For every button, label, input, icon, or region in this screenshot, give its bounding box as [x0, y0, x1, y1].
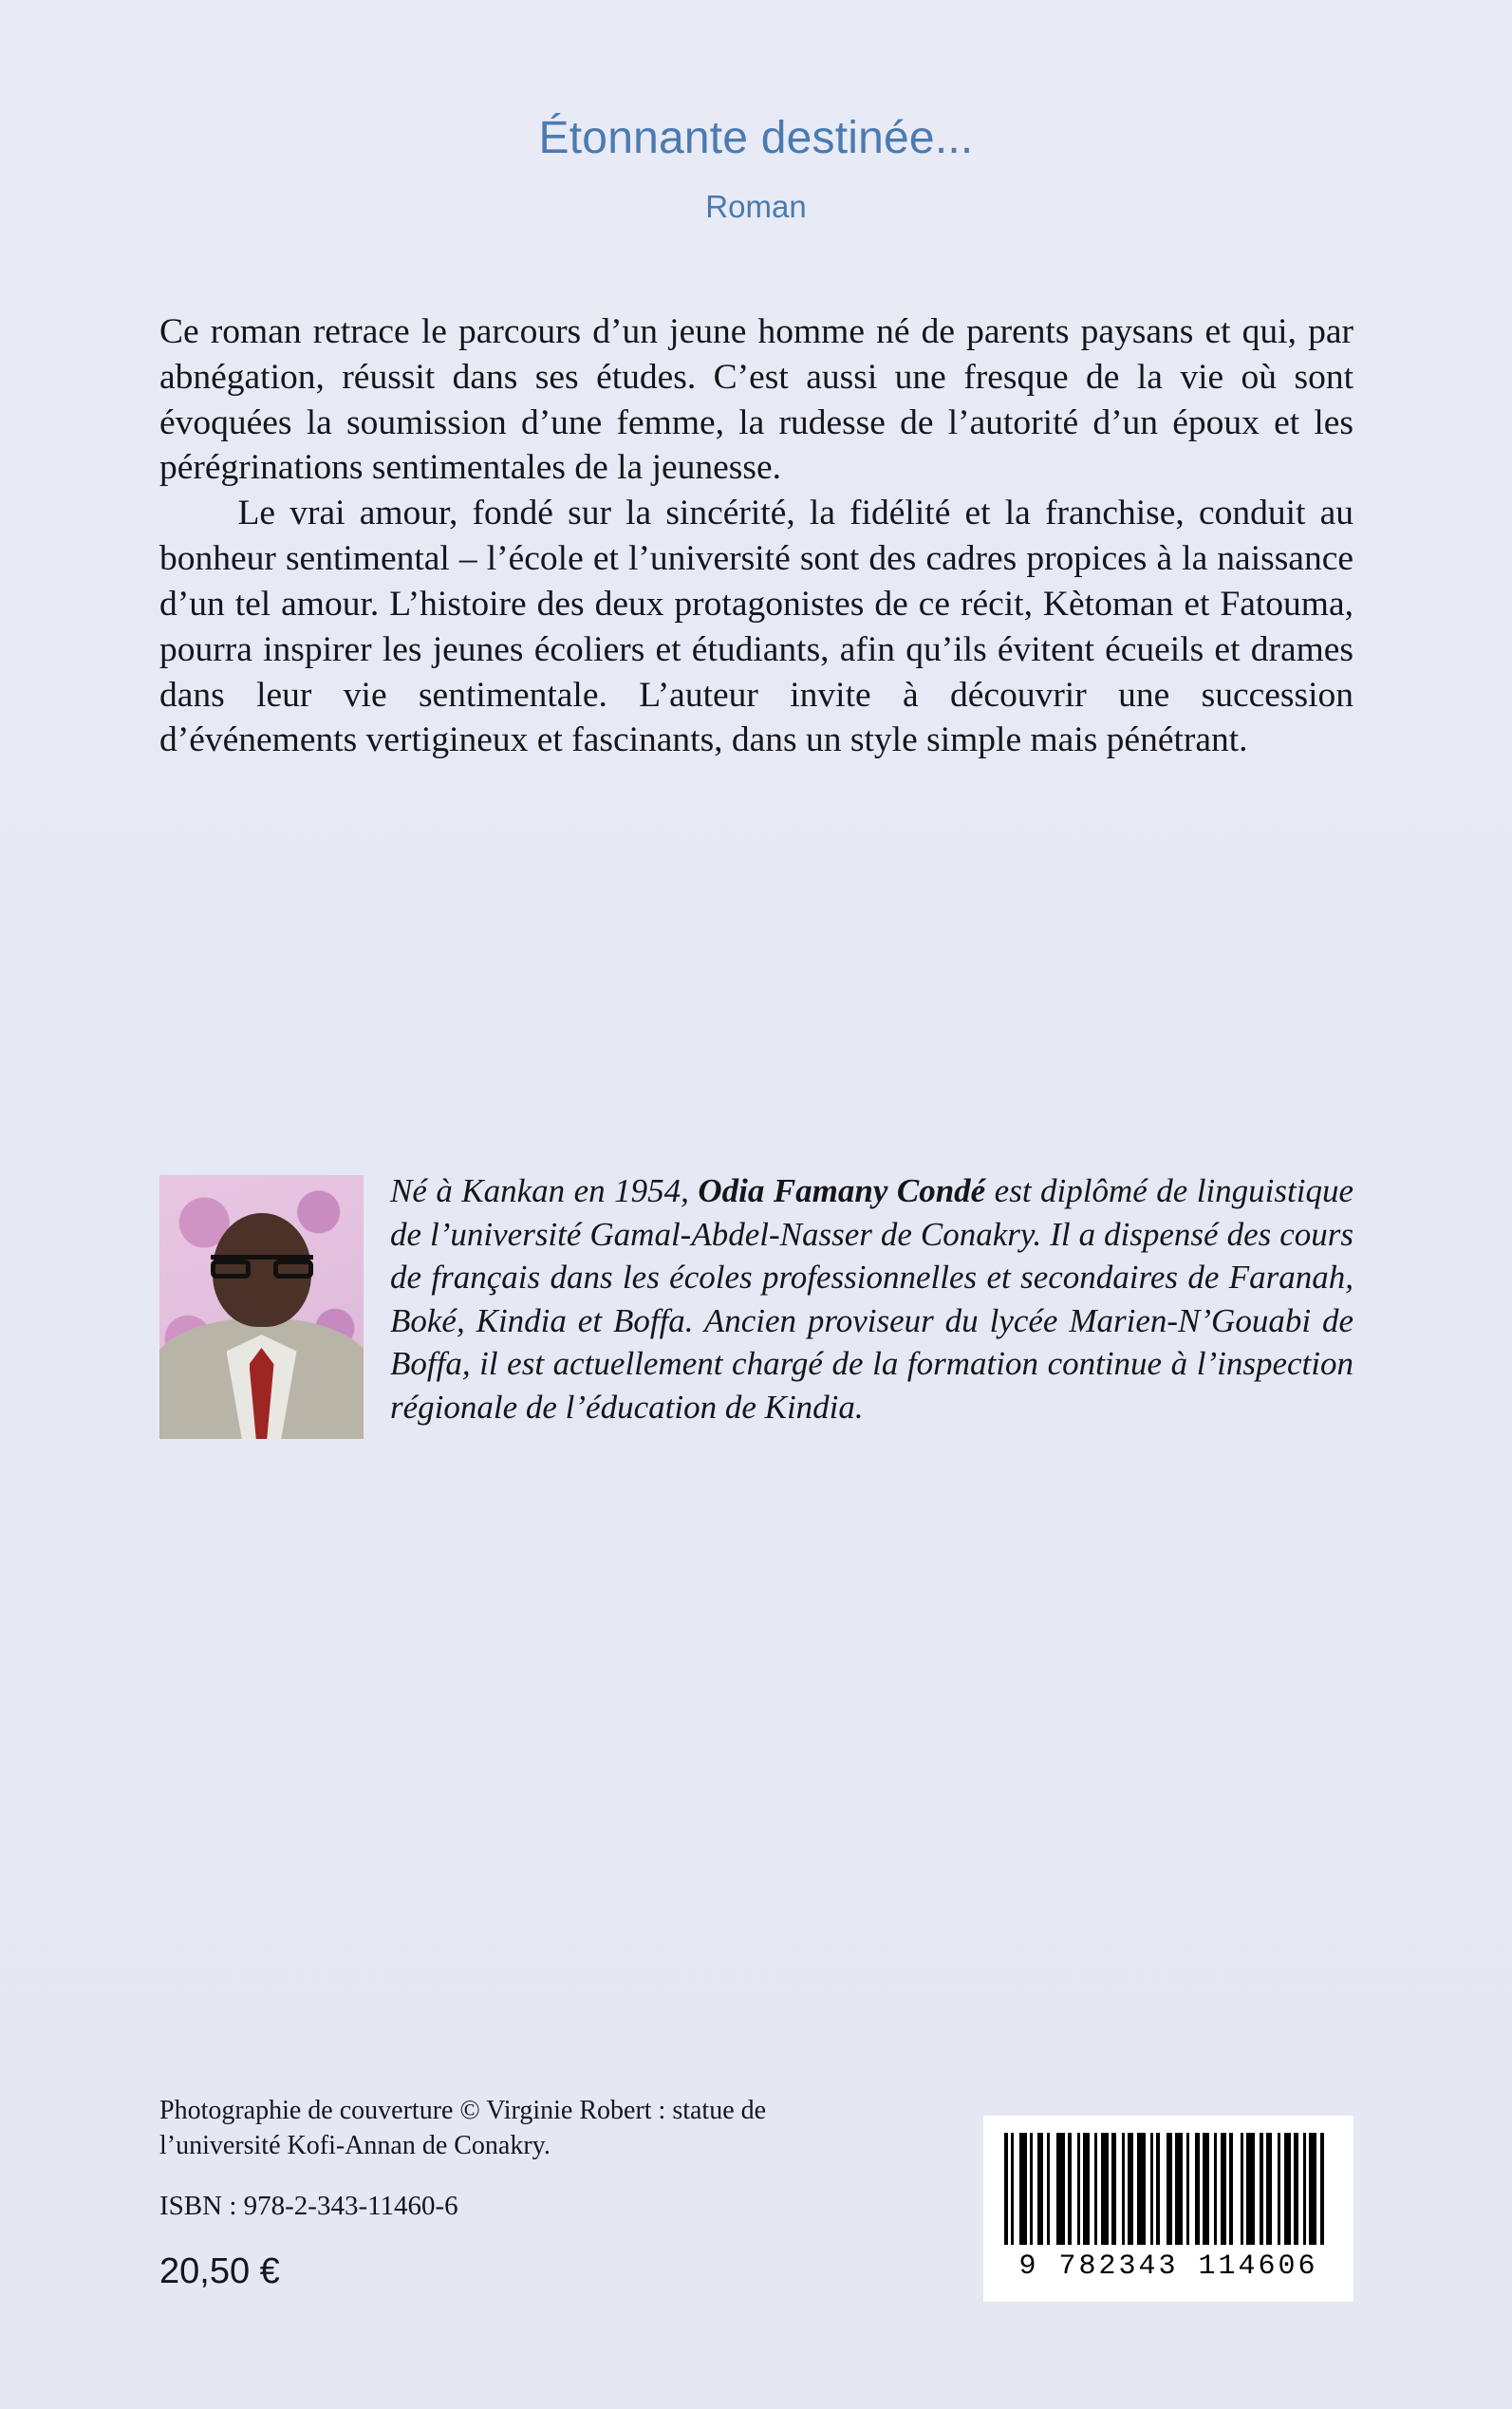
barcode [983, 2116, 1353, 2302]
author-portrait-photo [159, 1175, 364, 1439]
blurb-text [159, 309, 1353, 763]
title-block [0, 114, 1512, 225]
barcode-bars [1004, 2133, 1333, 2245]
bio-text-before-name: Né à Kankan en 1954, [390, 1172, 699, 1209]
barcode-digits: 9 782343 114606 [1018, 2250, 1318, 2283]
bio-text-after-name: est diplômé de linguistique de l’université Gamal-Abdel-Nasser de Conakry. Il a dispensé des cours de français dans les écoles professionnelles et secondaires de Faranah, Boké, Kindia et Boffa. Ancien proviseur du lycée Marien-N’Gouabi de Boffa, il est actuellement chargé de la formation continue à l’inspection régionale de l’éducation de Kindia. [390, 1172, 1353, 1426]
author-name: Odia Famany Condé [698, 1172, 986, 1209]
blurb-paragraph-2: Le vrai amour, fondé sur la sincérité, la fidélité et la franchise, conduit au bonheur sentimental – l’école et l’université sont des cadres propices à la naissance d’un tel amour. L’histoire des deux protagonistes de ce récit, Kètoman et Fatouma, pourra inspirer les jeunes écoliers et étudiants, afin qu’ils évitent écueils et drames dans leur vie sentimentale. L’auteur invite à découvrir une succession d’événements vertigineux et fascinants, dans un style simple mais pénétrant. [159, 494, 1353, 760]
cover-credit: Photographie de couverture © Virginie Robert : statue de l’université Kofi-Annan de Conakry. [159, 2096, 767, 2160]
blurb-paragraph-1: Ce roman retrace le parcours d’un jeune homme né de parents paysans et qui, par abnégation, réussit dans ses études. C’est aussi une fresque de la vie où sont évoquées la soumission d’une femme, la rudesse de l’autorité d’un époux et les pérégrinations sentimentales de la jeunesse. [159, 312, 1353, 488]
isbn-text: ISBN : 978-2-343-11460-6 [159, 2191, 458, 2221]
author-bio [159, 1169, 1353, 1443]
book-subtitle: Roman [705, 188, 807, 224]
price-text: 20,50 € [159, 2251, 280, 2291]
page-title: Étonnante destinée... [538, 113, 974, 163]
glasses-icon [211, 1255, 313, 1276]
